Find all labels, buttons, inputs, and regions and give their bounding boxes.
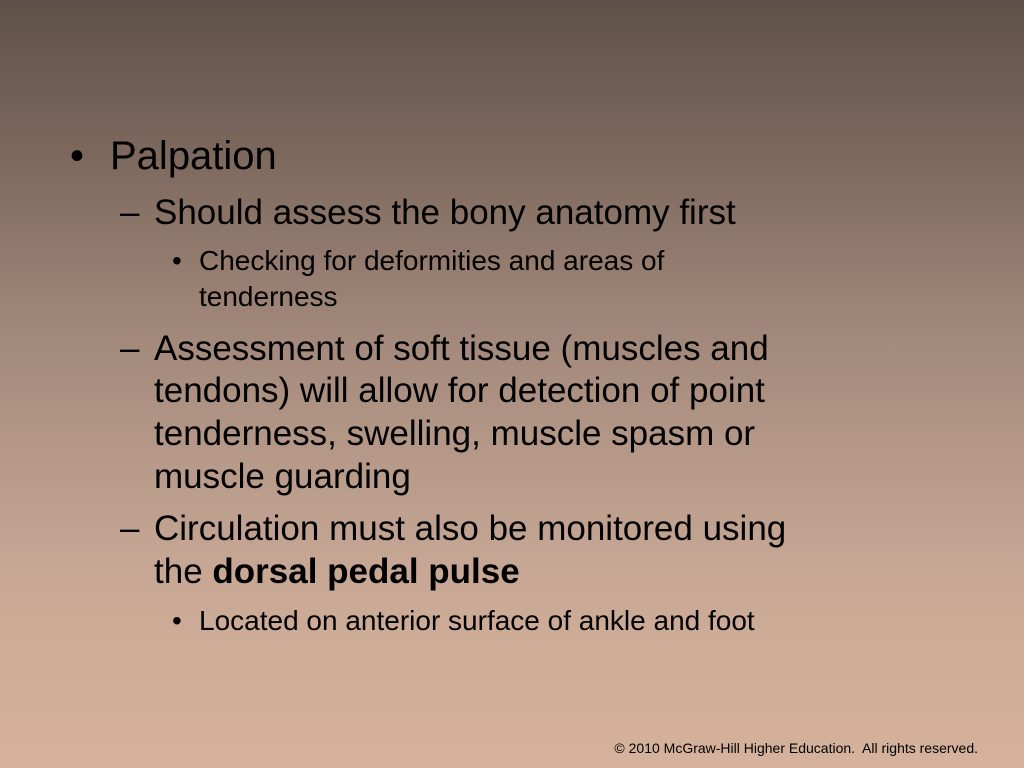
subsubbullet-deformities-line1: Checking for deformities and areas of <box>199 245 665 276</box>
subsubbullet-deformities-line2: tenderness <box>199 281 338 312</box>
dorsal-pedal-pulse-term: dorsal pedal pulse <box>212 552 520 591</box>
circulation-line2-prefix: the <box>154 552 213 591</box>
bullet-marker: • <box>172 605 182 636</box>
copyright-footer: © 2010 McGraw-Hill Higher Education. All rights reserved. <box>614 740 978 756</box>
subbullet-soft-tissue-line2: tendons) will allow for detection of point <box>154 371 765 410</box>
bullet-marker: • <box>172 245 182 276</box>
dash-marker: – <box>120 329 140 368</box>
subbullet-bony-anatomy: Should assess the bony anatomy first <box>154 193 736 232</box>
subbullet-soft-tissue-line3: tenderness, swelling, muscle spasm or <box>154 414 756 453</box>
subbullet-soft-tissue-line1: Assessment of soft tissue (muscles and <box>154 329 769 368</box>
bullet-palpation: Palpation <box>110 134 277 178</box>
bullet-marker: • <box>70 134 85 178</box>
subbullet-soft-tissue-line4: muscle guarding <box>154 457 411 496</box>
subsubbullet-anterior-surface: Located on anterior surface of ankle and foot <box>199 605 755 636</box>
dash-marker: – <box>120 193 140 232</box>
subbullet-circulation-line1: Circulation must also be monitored using <box>154 509 787 548</box>
subbullet-circulation-line2 <box>154 552 520 592</box>
dash-marker: – <box>120 509 140 548</box>
